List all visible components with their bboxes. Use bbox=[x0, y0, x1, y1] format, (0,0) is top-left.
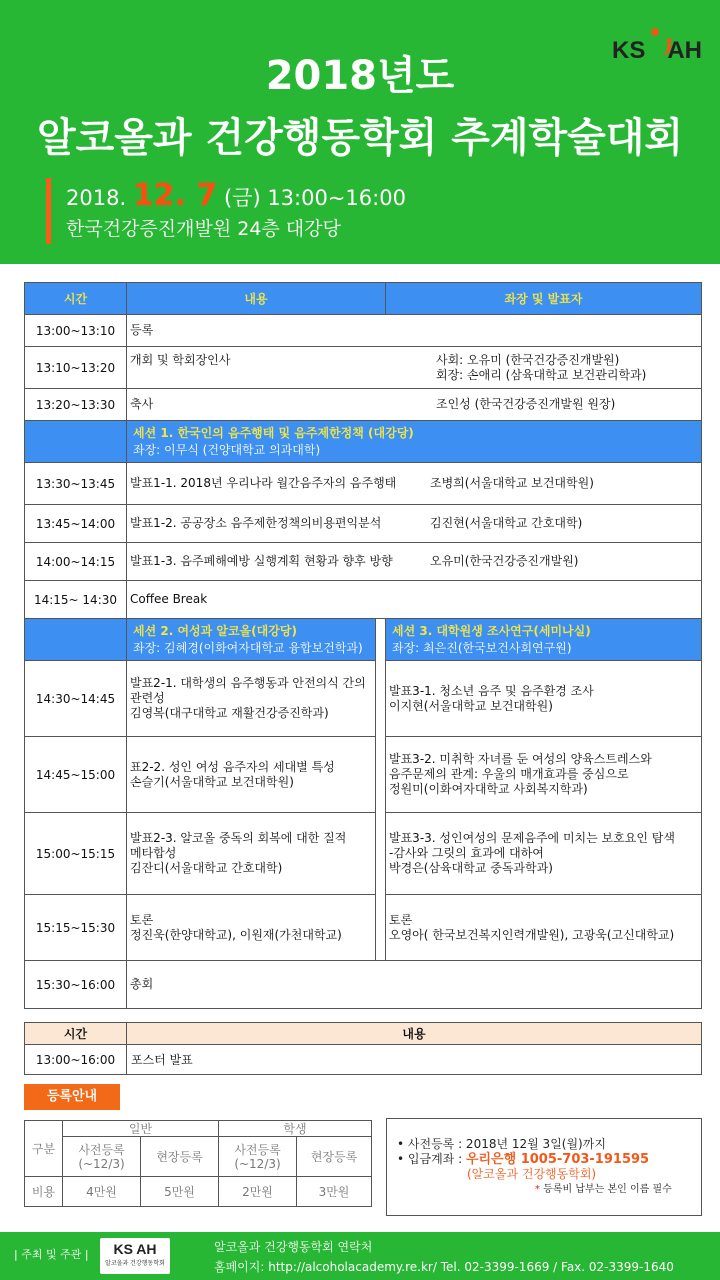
general-pre bbox=[63, 1137, 141, 1177]
row-content bbox=[127, 505, 702, 543]
session-blank bbox=[25, 619, 127, 661]
talk-title-cont: 메타합성 bbox=[130, 846, 177, 860]
row-time: 14:15~ 14:30 bbox=[25, 581, 127, 619]
fee-general-pre: 4만원 bbox=[63, 1177, 141, 1207]
contact-title: 알코올과 건강행동학회 연락처 bbox=[214, 1240, 373, 1254]
table-row bbox=[25, 315, 702, 347]
fee-general-onsite: 5만원 bbox=[141, 1177, 219, 1207]
poster-time: 13:00~16:00 bbox=[25, 1045, 127, 1075]
fee-student-onsite: 3만원 bbox=[297, 1177, 372, 1207]
header-chair: 좌장 및 발표자 bbox=[386, 283, 702, 315]
event-date bbox=[66, 178, 406, 213]
pre-deadline: (~12/3) bbox=[234, 1156, 281, 1171]
row-person: 오유미(한국건강증진개발원) bbox=[430, 554, 579, 568]
session-chair: 좌장: 김혜경(이화여자대학교 융합보건학과) bbox=[133, 640, 363, 655]
pre-label: 사전등록 bbox=[78, 1142, 125, 1157]
table-row bbox=[25, 543, 702, 581]
row-time: 15:30~16:00 bbox=[25, 961, 127, 1009]
row-title: 개회 및 학회장인사 bbox=[130, 352, 231, 367]
poster-header-row bbox=[25, 1023, 702, 1045]
pre-deadline: (~12/3) bbox=[78, 1156, 125, 1171]
account-label: • 입금계좌 : bbox=[397, 1152, 466, 1166]
header-time: 시간 bbox=[25, 283, 127, 315]
row-time: 13:20~13:30 bbox=[25, 389, 127, 421]
row-time: 13:45~14:00 bbox=[25, 505, 127, 543]
row-time: 13:10~13:20 bbox=[25, 347, 127, 389]
column-gap bbox=[376, 737, 386, 813]
row-left bbox=[127, 661, 376, 737]
session-1 bbox=[127, 421, 702, 463]
logo-text-right: AH bbox=[667, 37, 702, 64]
row-time: 14:45~15:00 bbox=[25, 737, 127, 813]
row-right bbox=[386, 737, 702, 813]
contact-details: 홈페이지: http://alcoholacademy.re.kr/ Tel. 02-3399-1669 / Fax. 02-3399-1640 bbox=[214, 1260, 674, 1274]
row-person: 조인성 (한국건강증진개발원 원장) bbox=[436, 397, 616, 411]
session-chair: 좌장: 이무식 (건양대학교 의과대학) bbox=[133, 442, 321, 457]
logo-text-left: KS bbox=[611, 37, 646, 64]
row-person: 회장: 손애리 (삼육대학교 보건관리학과) bbox=[436, 367, 647, 382]
schedule-header-row bbox=[25, 283, 702, 315]
table-row bbox=[25, 1045, 702, 1075]
row-title: 발표1-2. 공공장소 음주제한정책의비용편익분석 bbox=[130, 516, 382, 530]
row-left bbox=[127, 737, 376, 813]
talk-title: 발표3-3. 성인여성의 문제음주에 미치는 보호요인 탐색 bbox=[389, 831, 675, 845]
poster-content: 포스터 발표 bbox=[127, 1045, 702, 1075]
col-type: 구분 bbox=[25, 1121, 63, 1177]
header-content: 내용 bbox=[127, 283, 386, 315]
group-general: 일반 bbox=[63, 1121, 219, 1137]
table-row bbox=[25, 1177, 372, 1207]
table-row bbox=[25, 661, 702, 737]
row-right bbox=[386, 895, 702, 961]
session-title: 세션 2. 여성과 알코올(대강당) bbox=[133, 623, 297, 638]
session-row bbox=[25, 619, 702, 661]
fee-label: 비용 bbox=[25, 1177, 63, 1207]
column-gap bbox=[376, 813, 386, 895]
poster-header-content: 내용 bbox=[127, 1023, 702, 1045]
student-pre bbox=[219, 1137, 297, 1177]
footer-logo-subtitle: 알코올과 건강행동학회 bbox=[105, 1261, 165, 1267]
row-person: 조병희(서울대학교 보건대학원) bbox=[430, 476, 594, 490]
footer-logo-text: KS AH bbox=[113, 1241, 157, 1257]
footer-logo bbox=[100, 1238, 170, 1274]
footer bbox=[0, 1232, 720, 1280]
host-label: | 주최 및 주관 | bbox=[14, 1248, 89, 1261]
bank-account: 우리은행 1005-703-191595 bbox=[465, 1152, 650, 1167]
column-gap bbox=[376, 895, 386, 961]
talk-title-cont: 관련성 bbox=[130, 691, 165, 705]
account-line bbox=[397, 1152, 701, 1167]
table-row bbox=[25, 347, 702, 389]
poster-header-time: 시간 bbox=[25, 1023, 127, 1045]
group-student: 학생 bbox=[219, 1121, 372, 1137]
pre-registration-deadline: • 사전등록 : 2018년 12월 3일(월)까지 bbox=[397, 1137, 606, 1151]
table-row bbox=[25, 813, 702, 895]
student-onsite: 현장등록 bbox=[297, 1137, 372, 1177]
table-row bbox=[25, 389, 702, 421]
fee-student-pre: 2만원 bbox=[219, 1177, 297, 1207]
column-gap bbox=[376, 619, 386, 661]
row-content: Coffee Break bbox=[127, 581, 702, 619]
row-time: 15:00~15:15 bbox=[25, 813, 127, 895]
row-right bbox=[386, 661, 702, 737]
talk-speaker: 박경은(삼육대학교 중독과학과) bbox=[389, 861, 553, 875]
talk-speaker: 김잔디(서울대학교 간호대학) bbox=[130, 861, 283, 875]
general-onsite: 현장등록 bbox=[141, 1137, 219, 1177]
row-content bbox=[127, 463, 702, 505]
table-row bbox=[25, 895, 702, 961]
row-person: 김진현(서울대학교 간호대학) bbox=[430, 516, 583, 530]
talk-title: 표2-2. 성인 여성 음주자의 세대별 특성 bbox=[130, 759, 335, 774]
talk-speaker: 정원미(이화여자대학교 사회복지학과) bbox=[389, 782, 588, 796]
session-row bbox=[25, 421, 702, 463]
registration-table bbox=[24, 1120, 372, 1207]
talk-title: 발표3-1. 청소년 음주 및 음주환경 조사 bbox=[389, 683, 594, 698]
row-content: 총회 bbox=[127, 961, 702, 1009]
talk-speaker: 김영복(대구대학교 재활건강증진학과) bbox=[130, 706, 329, 720]
discussion-label: 토론 bbox=[130, 912, 154, 927]
pre-label: 사전등록 bbox=[234, 1142, 281, 1157]
discussants: 정진욱(한양대학교), 이원재(가천대학교) bbox=[130, 927, 342, 942]
session-blank bbox=[25, 421, 127, 463]
session-title: 세션 3. 대학원생 조사연구(세미나실) bbox=[392, 623, 591, 638]
row-left bbox=[127, 813, 376, 895]
table-row bbox=[25, 961, 702, 1009]
row-time: 15:15~15:30 bbox=[25, 895, 127, 961]
row-time: 14:30~14:45 bbox=[25, 661, 127, 737]
note-text: 등록비 납부는 본인 이름 필수 bbox=[540, 1184, 672, 1195]
discussion-label: 토론 bbox=[389, 912, 413, 927]
row-time: 13:30~13:45 bbox=[25, 463, 127, 505]
talk-speaker: 손슬기(서울대학교 보건대학원) bbox=[130, 774, 294, 789]
account-holder: (알코올과 건강행동학회) bbox=[467, 1167, 597, 1181]
row-content bbox=[127, 389, 702, 421]
session-title: 세션 1. 한국인의 음주행태 및 음주제한정책 (대강당) bbox=[133, 425, 414, 440]
talk-speaker: 이지현(서울대학교 보건대학원) bbox=[389, 698, 553, 713]
talk-title-cont: -감사와 그릿의 효과에 대하여 bbox=[389, 846, 544, 860]
session-3 bbox=[386, 619, 702, 661]
row-right bbox=[386, 813, 702, 895]
table-row bbox=[25, 463, 702, 505]
payment-info-box bbox=[386, 1118, 702, 1216]
row-person: 사회: 오유미 (한국건강증진개발원) bbox=[436, 352, 620, 367]
row-left bbox=[127, 895, 376, 961]
row-title: 발표1-3. 음주폐해예방 실행계획 현황과 향후 방향 bbox=[130, 554, 393, 568]
event-venue: 한국건강증진개발원 24층 대강당 bbox=[66, 218, 341, 240]
row-title: 축사 bbox=[130, 397, 154, 411]
table-row bbox=[25, 505, 702, 543]
row-content bbox=[127, 543, 702, 581]
accent-bar bbox=[46, 178, 51, 244]
date-prefix: 2018. bbox=[66, 186, 127, 210]
discussants: 오영아( 한국보건복지인력개발원), 고광욱(고신대학교) bbox=[389, 927, 675, 942]
table-row bbox=[25, 1137, 372, 1177]
title-year: 2018년도 bbox=[265, 53, 455, 99]
session-chair: 좌장: 최은진(한국보건사회연구원) bbox=[392, 640, 572, 655]
row-time: 14:00~14:15 bbox=[25, 543, 127, 581]
asterisk: * bbox=[535, 1184, 540, 1195]
payment-note bbox=[397, 1182, 701, 1197]
row-time: 13:00~13:10 bbox=[25, 315, 127, 347]
row-content bbox=[127, 347, 702, 389]
session-2 bbox=[127, 619, 376, 661]
talk-title-cont: 음주문제의 관계: 우울의 매개효과를 중심으로 bbox=[389, 767, 629, 781]
table-row bbox=[25, 737, 702, 813]
registration-badge: 등록안내 bbox=[24, 1084, 120, 1110]
poster-table bbox=[24, 1022, 702, 1075]
talk-title: 발표3-2. 미취학 자녀를 둔 여성의 양육스트레스와 bbox=[389, 752, 652, 766]
title-conference: 알코올과 건강행동학회 추계학술대회 bbox=[36, 115, 684, 161]
row-title: 발표1-1. 2018년 우리나라 월간음주자의 음주행태 bbox=[130, 476, 397, 490]
table-row bbox=[25, 1121, 372, 1137]
column-gap bbox=[376, 661, 386, 737]
date-suffix: (금) 13:00~16:00 bbox=[223, 186, 406, 210]
row-content: 등록 bbox=[127, 315, 702, 347]
table-row bbox=[25, 581, 702, 619]
talk-title: 발표2-3. 알코올 중독의 회복에 대한 질적 bbox=[130, 831, 347, 845]
header-banner bbox=[0, 0, 720, 264]
schedule-table bbox=[24, 282, 702, 1009]
talk-title: 발표2-1. 대학생의 음주행동과 안전의식 간의 bbox=[130, 676, 366, 690]
date-highlight: 12. 7 bbox=[132, 178, 218, 213]
